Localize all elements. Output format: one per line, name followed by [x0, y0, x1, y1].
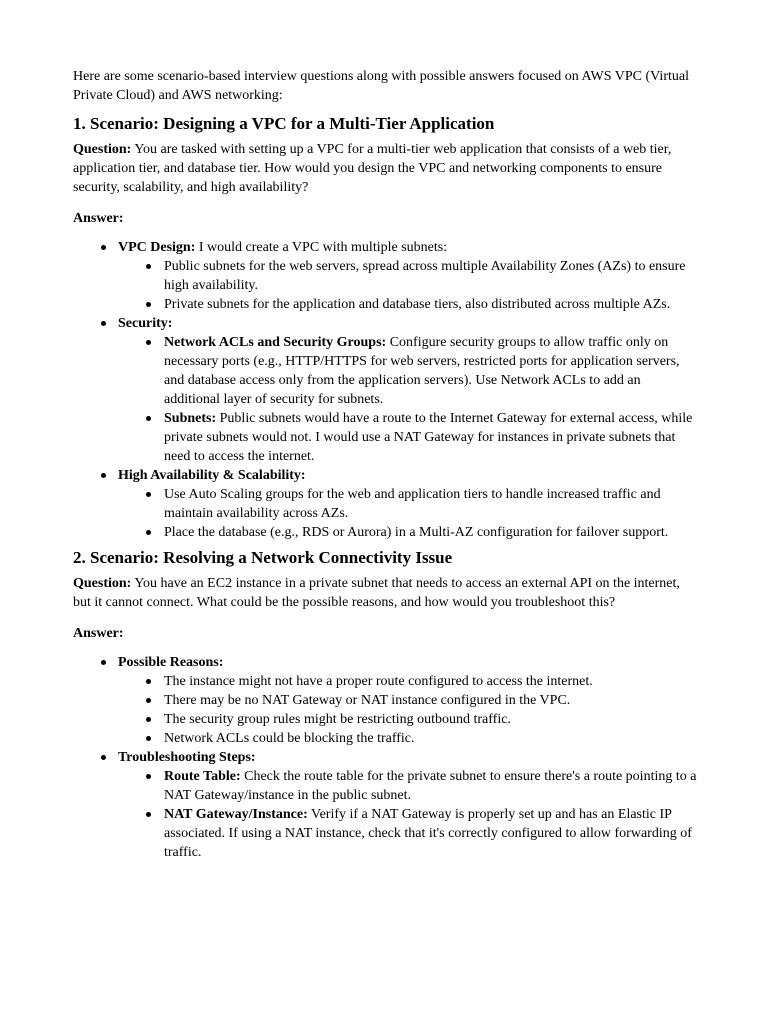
scenario-2-answer-label: Answer: — [73, 626, 124, 641]
item-label: Security: — [118, 316, 173, 331]
list-item — [118, 314, 697, 466]
question-label: Question: — [73, 142, 132, 157]
sublist — [118, 257, 697, 314]
question-text: You have an EC2 instance in a private subnet that needs to access an external API on the internet, but it cannot connect. What could be the possible reasons, and how would you troubleshoot this? — [73, 576, 680, 610]
scenario-1-answer-label: Answer: — [73, 211, 124, 226]
sublist-item: Place the database (e.g., RDS or Aurora) in a Multi-AZ configuration for failover support. — [164, 523, 697, 542]
item-label: VPC Design: — [118, 240, 196, 255]
item-label: Network ACLs and Security Groups: — [164, 335, 387, 350]
sublist-item: There may be no NAT Gateway or NAT instance configured in the VPC. — [164, 691, 697, 710]
sublist-item — [164, 767, 697, 805]
list-item — [118, 466, 697, 542]
list-item — [118, 653, 697, 748]
item-label: Route Table: — [164, 769, 241, 784]
sublist-item: The instance might not have a proper route configured to access the internet. — [164, 672, 697, 691]
intro-paragraph: Here are some scenario-based interview questions along with possible answers focused on AWS VPC (Virtual Private Cloud) and AWS networking: — [73, 69, 689, 103]
sublist-item — [164, 333, 697, 409]
sublist-item — [164, 805, 697, 862]
scenario-2-question — [73, 574, 697, 612]
sublist — [118, 485, 697, 542]
scenario-1 — [73, 113, 697, 542]
sublist — [118, 767, 697, 862]
item-text: Public subnets would have a route to the Internet Gateway for external access, while private subnets would not. I would use a NAT Gateway for instances in private subnets that need to access the internet. — [164, 411, 693, 464]
item-text: Configure security groups to allow traffic only on necessary ports (e.g., HTTP/HTTPS for web servers, restricted ports for application servers, and database access only from the application servers). Use Network ACLs to add an additional layer of security for subnets. — [164, 335, 680, 407]
item-label: Possible Reasons: — [118, 655, 224, 670]
item-label: High Availability & Scalability: — [118, 468, 306, 483]
item-label: Troubleshooting Steps: — [118, 750, 256, 765]
question-text: You are tasked with setting up a VPC for a multi-tier web application that consists of a web tier, application tier, and database tier. How would you design the VPC and networking components to ensure security, scalability, and high availability? — [73, 142, 672, 195]
scenario-1-question — [73, 140, 697, 197]
sublist-item: Network ACLs could be blocking the traffic. — [164, 729, 697, 748]
sublist-item: The security group rules might be restricting outbound traffic. — [164, 710, 697, 729]
item-label: Subnets: — [164, 411, 217, 426]
scenario-2 — [73, 547, 697, 862]
scenario-2-answer-list — [73, 653, 697, 862]
scenario-1-answer-list — [73, 238, 697, 542]
sublist-item — [164, 409, 697, 466]
sublist-item: Public subnets for the web servers, spread across multiple Availability Zones (AZs) to ensure high availability. — [164, 257, 697, 295]
item-label: NAT Gateway/Instance: — [164, 807, 308, 822]
item-text: Verify if a NAT Gateway is properly set up and has an Elastic IP associated. If using a NAT instance, check that it's correctly configured to allow forwarding of traffic. — [164, 807, 692, 860]
item-text: I would create a VPC with multiple subnets: — [195, 240, 448, 255]
list-item — [118, 748, 697, 862]
sublist-item: Private subnets for the application and database tiers, also distributed across multiple AZs. — [164, 295, 697, 314]
sublist — [118, 333, 697, 466]
question-label: Question: — [73, 576, 132, 591]
item-text: Check the route table for the private subnet to ensure there's a route pointing to a NAT Gateway/instance in the public subnet. — [164, 769, 697, 803]
sublist — [118, 672, 697, 748]
sublist-item: Use Auto Scaling groups for the web and application tiers to handle increased traffic and maintain availability across AZs. — [164, 485, 697, 523]
list-item — [118, 238, 697, 314]
scenario-2-title: 2. Scenario: Resolving a Network Connectivity Issue — [73, 548, 453, 567]
scenario-1-title: 1. Scenario: Designing a VPC for a Multi-Tier Application — [73, 114, 495, 133]
